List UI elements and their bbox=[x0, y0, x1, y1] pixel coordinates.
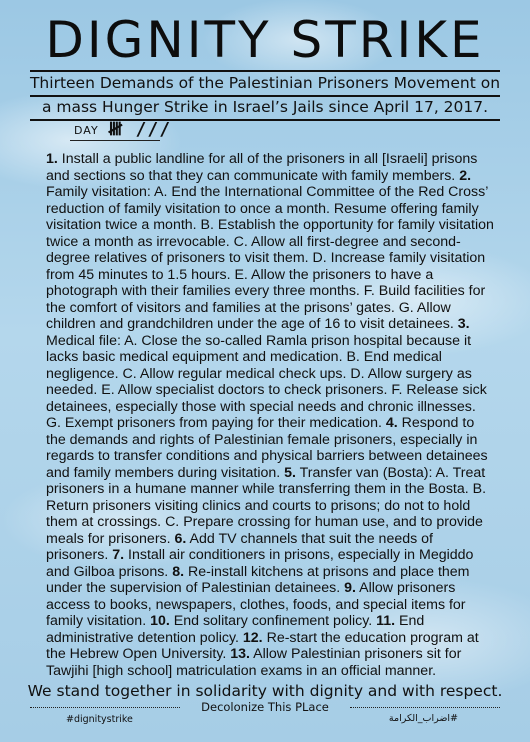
demand-number: 9. bbox=[344, 580, 356, 596]
footer-rule-right bbox=[350, 707, 500, 708]
rule-top bbox=[30, 70, 500, 72]
demand-text: Re-start the education program at the Hebrew Open University. bbox=[46, 629, 479, 662]
day-label: DAY bbox=[74, 124, 99, 137]
demand-number: 10. bbox=[150, 613, 170, 629]
poster-title: DIGNITY STRIKE bbox=[45, 11, 485, 69]
subtitle-line-2: a mass Hunger Strike in Israel’s Jails since April 17, 2017. bbox=[41, 98, 489, 116]
hashtag-english: #dignitystrike bbox=[66, 714, 133, 725]
demand-text: Transfer van (Bosta): A. Treat prisoners in a humane manner while transferring them in the Bosta. B. Return prisoners visiting clinics and courts to prisons; do not to hold them at crossings. C. Prepare crossing for human use, and to provide meals for prisoners. bbox=[46, 464, 487, 547]
demand-number: 5. bbox=[284, 464, 296, 481]
demand-number: 3. bbox=[457, 316, 470, 332]
demand-number: 1. bbox=[46, 151, 58, 167]
demand-text: Allow prisoners access to books, newspapers, clothes, foods, and special items for family visitation. bbox=[46, 580, 466, 629]
demand-text: End administrative detention policy. bbox=[46, 613, 425, 646]
demand-text: Add TV channels that suit the needs of prisoners. bbox=[46, 530, 433, 563]
demand-text: Family visitation: A. End the International Committee of the Red Cross’ reduction of family visitation to once a month. Resume offering family visitation twice a month. B. Establish the opportunity for family visitation twice a month as irrevocable. C. Allow all first-degree and second-degree relatives of prisoners to visit them. D. Increase family visitation from 45 minutes to 1.5 hours. E. Allow the prisoners to have a photograph with their families every three months. F. Build facilities for the comfort of visitors and families at the prisons’ gates. G. Allow children and grandchildren under the age of 16 to visit detainees. bbox=[46, 184, 494, 332]
demand-text: Allow Palestinian prisoners sit for Tawjihi [high school] matriculation exams in an official manner. bbox=[46, 646, 462, 679]
demand-text: Install air conditioners in prisons, especially in Megiddo and Gilboa prisons. bbox=[46, 547, 474, 580]
demand-text: Respond to the demands and rights of Palestinian female prisoners, especially in regards to transfer conditions and physical barriers between detainees and family members during visitation. bbox=[46, 415, 488, 481]
day-underline bbox=[70, 140, 160, 141]
subtitle-line-1: Thirteen Demands of the Palestinian Prisoners Movement on bbox=[29, 74, 501, 92]
demand-number: 12. bbox=[242, 629, 263, 646]
footer-org-name: Decolonize This PLace bbox=[201, 700, 329, 714]
demands-list bbox=[46, 151, 494, 679]
demand-number: 7. bbox=[112, 547, 125, 563]
demand-number: 6. bbox=[174, 530, 187, 547]
demand-number: 13. bbox=[230, 646, 250, 662]
demand-text: Install a public landline for all of the prisoners in all [Israeli] prisons and sections so that they can communicate with family members. bbox=[46, 151, 478, 184]
demand-text: Re-install kitchens at prisons and place them under the supervision of Palestinian detainees. bbox=[46, 563, 470, 596]
demand-number: 11. bbox=[376, 613, 396, 629]
closing-statement: We stand together in solidarity with dignity and with respect. bbox=[27, 682, 503, 700]
rule-bottom bbox=[30, 119, 500, 121]
demand-number: 2. bbox=[459, 167, 472, 184]
demand-number: 4. bbox=[385, 415, 398, 431]
demand-text: End solitary confinement policy. bbox=[169, 613, 377, 629]
demand-text: Medical file: A. Close the so-called Ramla prison hospital because it lacks basic medical equipment and medication. B. End medical negligence. C. Allow regular medical check ups. D. Allow surgery as needed. E. Allow specialist doctors to check prisoners. F. Release sick detainees, especially those with special needs and chronic illnesses. G. Exempt prisoners from paying for their medication. bbox=[46, 332, 487, 431]
day-tally-marks: 𝍸 /// bbox=[108, 119, 172, 140]
demand-number: 8. bbox=[172, 563, 185, 580]
hashtag-arabic: #اضراب_الكرامة bbox=[388, 713, 458, 724]
